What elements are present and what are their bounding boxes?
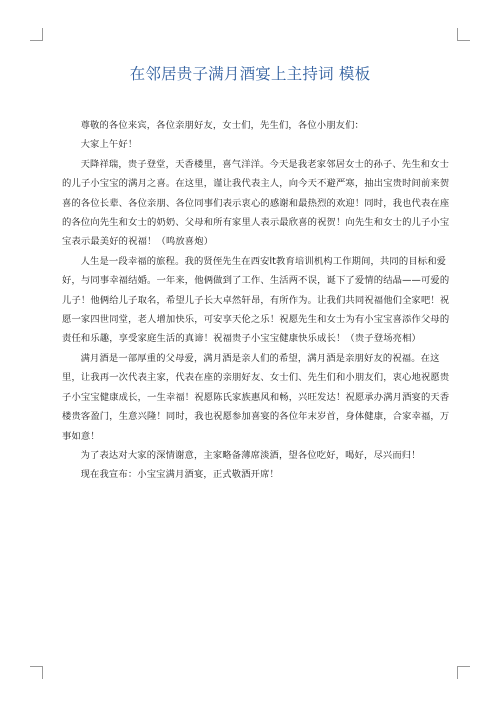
announcement-paragraph: 现在我宣布：小宝宝满月酒宴，正式敬酒开席！ [80, 469, 279, 481]
greeting-paragraph: 尊敬的各位来宾，各位亲朋好友，女士们，先生们，各位小朋友们： [80, 120, 365, 131]
document-body [62, 116, 450, 485]
morning-greeting-paragraph: 大家上午好！ [80, 139, 138, 151]
life-journey-paragraph: 人生是一段幸福的旅程。我的贤侄先生在西安lt教育培训机构工作期间，共同的目标和爱好，与同事幸福结婚。一年来，他俩做到了工作、生活两不误，诞下了爱情的结晶——可爱的儿子！他俩给儿子取名，希望儿子长大卓然轩昂，有所作为。让我们共同祝福他们全家吧！祝愿一家四世同堂，老人增加快乐，可安享天伦之乐！祝愿先生和女士为有小宝宝喜添作父母的责任和乐趣，享受家庭生活的真谛！祝福贵子小宝宝健康快乐成长！（贵子登场亮相） [62, 255, 450, 345]
blessing-paragraph: 满月酒是一部厚重的父母爱，满月酒是亲人们的希望，满月酒是亲朋好友的祝福。在这里，让我再一次代表主家，代表在座的亲朋好友、女士们、先生们和小朋友们，衷心地祝愿贵子小宝宝健康成长，一生幸福！祝愿陈氏家族惠风和畅，兴旺发达！祝愿承办满月酒宴的天香楼贵客盈门，生意兴隆！同时，我也祝愿参加喜宴的各位年末岁首，身体健康，合家幸福，万事如意！ [62, 352, 450, 442]
welcome-paragraph: 天降祥瑞，贵子登堂，天香楼里，喜气洋洋。今天是我老家邻居女士的孙子、先生和女士的儿子小宝宝的满月之喜。在这里，谨让我代表主人，向今天不避严寒，抽出宝贵时间前来贺喜的各位长辈、各位亲朋、各位同事们表示衷心的感谢和最热烈的欢迎！同时，我也代表在座的各位向先生和女士的奶奶、父母和所有家里人表示最欣喜的祝贺！向先生和女士的儿子小宝宝表示最美好的祝福！（鸣放喜炮） [62, 158, 450, 248]
document-title: 在邻居贵子满月酒宴上主持词 模板 [129, 65, 371, 83]
page-corner-mark-top-right [457, 28, 470, 41]
thanks-paragraph: 为了表达对大家的深情谢意，主家略备薄席淡酒，望各位吃好，喝好，尽兴而归！ [80, 449, 421, 461]
page-corner-mark-bottom-right [457, 666, 470, 679]
page-corner-mark-top-left [30, 28, 43, 41]
page-corner-mark-bottom-left [30, 666, 43, 679]
